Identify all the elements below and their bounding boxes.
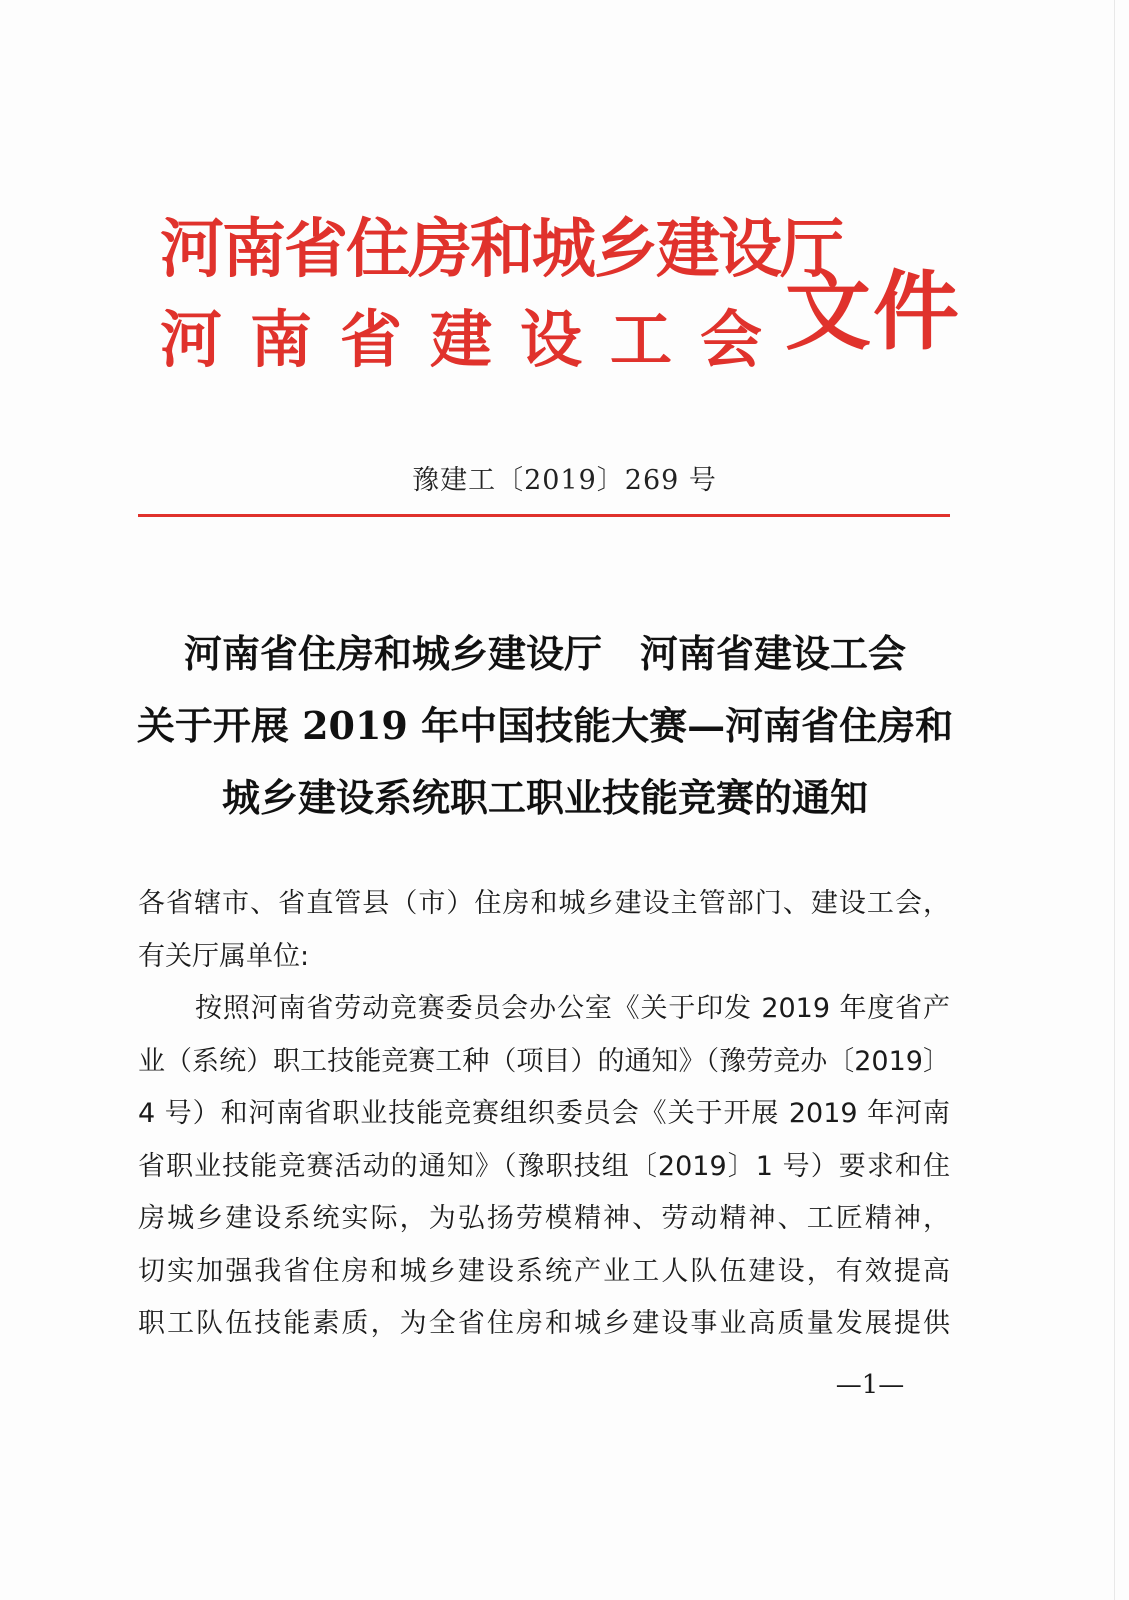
title-line: 城乡建设系统职工职业技能竞赛的通知 [221,775,868,820]
page-number: —1— [835,1370,905,1400]
red-letterhead [160,190,961,376]
document-title [120,618,970,834]
document-number: 豫建工〔2019〕269 号 [412,465,717,496]
letterhead-org-1: 河南省住房和城乡建设厅 [160,212,842,287]
paragraph-line: 4 号）和河南省职业技能竞赛组织委员会《关于开展 2019 年河南 [138,1098,950,1129]
letterhead-org-2: 河南省建设工会 [160,303,791,376]
letterhead-wenjian: 文件 [785,261,961,362]
title-line: 河南省住房和城乡建设厅 河南省建设工会 [183,631,906,676]
paragraph-line: 按照河南省劳动竞赛委员会办公室《关于印发 2019 年度省产 [195,993,950,1024]
paragraph-line: 业（系统）职工技能竞赛工种（项目）的通知》（豫劳竞办〔2019〕 [138,1045,950,1077]
document-body [138,878,950,1351]
title-line: 关于开展 2019 年中国技能大赛—河南省住房和 [136,703,954,748]
scan-edge [1114,0,1115,1600]
addressee-line: 各省辖市、省直管县（市）住房和城乡建设主管部门、建设工会， [138,888,950,919]
paragraph-line: 切实加强我省住房和城乡建设系统产业工人队伍建设，有效提高 [138,1255,950,1287]
addressee-line: 有关厅属单位: [138,940,310,972]
red-separator-rule [138,514,950,517]
paragraph-line: 职工队伍技能素质，为全省住房和城乡建设事业高质量发展提供 [138,1308,950,1339]
paragraph-line: 房城乡建设系统实际，为弘扬劳模精神、劳动精神、工匠精神， [138,1203,950,1234]
paragraph-line: 省职业技能竞赛活动的通知》（豫职技组〔2019〕1 号）要求和住 [138,1150,950,1182]
